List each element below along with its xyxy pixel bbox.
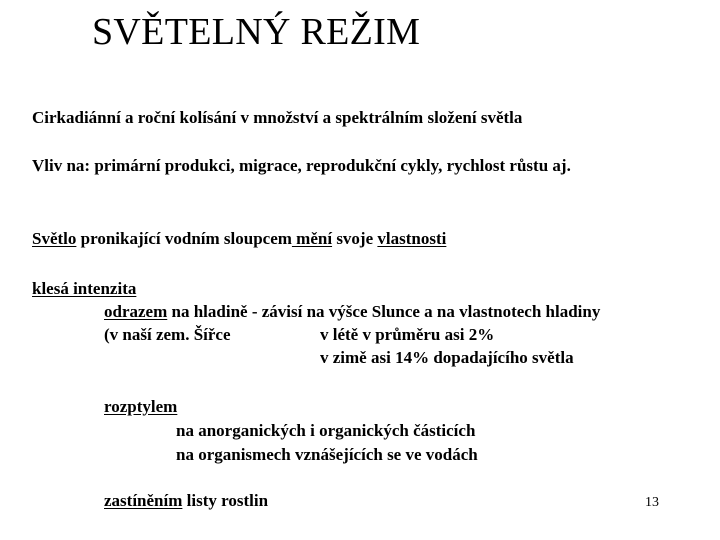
text-line-summer: v létě v průměru asi 2% [320,325,495,344]
text-line-particles: na anorganických i organických částicích [176,421,476,440]
text-segment: na hladině - závisí na výšce Slunce a na vlastnotech hladiny [167,302,601,321]
text-segment: listy rostlin [182,491,269,510]
text-line-intensity-decreases: klesá intenzita [32,279,137,298]
text-line-winter: v zimě asi 14% dopadajícího světla [320,348,574,367]
text-line-scattering: rozptylem [104,397,178,416]
text-line-shading [104,490,268,512]
slide-title: SVĚTELNÝ REŽIM [92,11,421,53]
underlined-word-svetlo: Světlo [32,229,77,248]
text-line-influence: Vliv na: primární produkci, migrace, reprodukční cykly, rychlost růstu aj. [32,156,571,175]
text-segment: svoje [332,229,378,248]
underlined-word-meni: mění [291,229,333,248]
text-line-organisms: na organismech vznášejících se ve vodách [176,445,478,464]
text-line-latitude: (v naší zem. Šířce [104,325,231,344]
text-line-light-properties [32,228,446,250]
page-number: 13 [645,495,659,510]
text-line-reflection [104,301,600,323]
text-segment: pronikající vodním sloupcem [76,229,292,248]
text-line-circadian: Cirkadiánní a roční kolísání v množství a spektrálním složení světla [32,108,523,127]
underlined-word-odrazem: odrazem [104,302,168,321]
underlined-word-vlastnosti: vlastnosti [377,229,447,248]
underlined-word-zastinenim: zastíněním [104,491,183,510]
